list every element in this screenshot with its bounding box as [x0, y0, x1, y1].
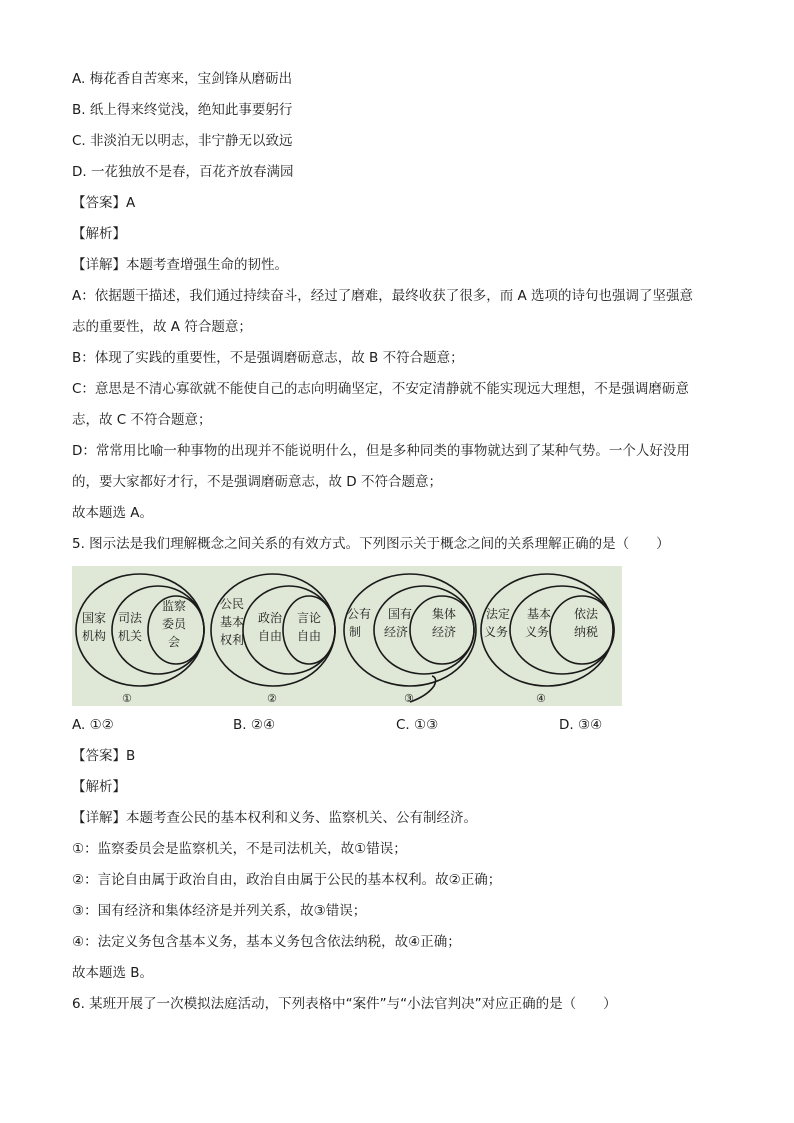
d1-outer-label: 国家机构: [82, 611, 107, 643]
d1-inner-label: 监察委员会: [162, 599, 187, 649]
document-page: [72, 64, 722, 1020]
q4-d-line2: 的，要大家都好才行，不是强调磨砺意志，故 D 不符合题意；: [72, 474, 442, 490]
d2-middle-label: 政治自由: [258, 611, 283, 643]
q5-point-2: ②：言论自由属于政治自由，政治自由属于公民的基本权利。故②正确；: [72, 872, 502, 888]
q4-c-line2: 志，故 C 不符合题意；: [72, 412, 212, 428]
q5-option-a: A. ①②: [72, 717, 114, 733]
q5-option-b: B. ②④: [233, 717, 276, 733]
d4-outer-label: 法定义务: [484, 607, 511, 639]
q5-point-1: ①：监察委员会是监察机关，不是司法机关，故①错误；: [72, 841, 407, 857]
q5-point-4: ④：法定义务包含基本义务，基本义务包含依法纳税，故④正确；: [72, 934, 461, 950]
d1-number: ①: [122, 692, 132, 705]
q4-a-line2: 志的重要性，故 A 符合题意；: [72, 319, 252, 335]
d4-inner-label: 依法纳税: [574, 607, 599, 639]
q4-option-c: C. 非淡泊无以明志，非宁静无以致远: [72, 133, 293, 149]
q5-option-c: C. ①③: [396, 717, 439, 733]
d2-number: ②: [267, 692, 277, 705]
q5-options: [72, 710, 722, 741]
q5-answer: 【答案】B: [72, 748, 136, 764]
q4-detail: 【详解】本题考查增强生命的韧性。: [72, 257, 288, 273]
d2-outer-label: 公民基本权利: [220, 597, 245, 647]
d2-inner-label: 言论自由: [297, 611, 322, 643]
d4-middle-label: 基本义务: [525, 607, 552, 639]
d1-middle-label: 司法机关: [118, 611, 143, 643]
q4-option-a: A. 梅花香自苦寒来，宝剑锋从磨砺出: [72, 71, 293, 87]
q5-point-3: ③：国有经济和集体经济是并列关系，故③错误；: [72, 903, 367, 919]
q4-d-line1: D：常常用比喻一种事物的出现并不能说明什么，但是多种同类的事物就达到了某种气势。一个人好没用: [72, 443, 690, 459]
q5-detail: 【详解】本题考查公民的基本权利和义务、监察机关、公有制经济。: [72, 810, 477, 826]
d4-number: ④: [536, 692, 546, 705]
d3-inner-label: 集体经济: [432, 607, 457, 639]
q5-conclusion: 故本题选 B。: [72, 965, 154, 981]
concept-diagram: [72, 566, 622, 706]
q4-b: B：体现了实践的重要性，不是强调磨砺意志，故 B 不符合题意；: [72, 350, 464, 366]
q4-a-line1: A：依据题干描述，我们通过持续奋斗，经过了磨难，最终收获了很多，而 A 选项的诗句也强调了坚强意: [72, 288, 694, 304]
q4-answer: 【答案】A: [72, 195, 136, 211]
q5-option-d: D. ③④: [559, 717, 603, 733]
d3-middle-label: 国有经济: [384, 607, 413, 639]
d3-number: ③: [404, 692, 414, 705]
q4-option-b: B. 纸上得来终觉浅，绝知此事要躬行: [72, 102, 293, 118]
q4-c-line1: C：意思是不清心寡欲就不能使自己的志向明确坚定，不安定清静就不能实现远大理想，不是强调磨砺意: [72, 381, 689, 397]
q4-analysis-label: 【解析】: [72, 226, 126, 242]
q5-analysis-label: 【解析】: [72, 779, 126, 795]
q4-option-d: D. 一花独放不是春，百花齐放春满园: [72, 164, 294, 180]
d3-outer-label: 公有制: [347, 607, 372, 639]
q6-stem: 6. 某班开展了一次模拟法庭活动，下列表格中“案件”与“小法官判决”对应正确的是（ ）: [72, 996, 617, 1012]
q5-stem: 5. 图示法是我们理解概念之间关系的有效方式。下列图示关于概念之间的关系理解正确的是（ ）: [72, 536, 670, 552]
q4-conclusion: 故本题选 A。: [72, 505, 154, 521]
